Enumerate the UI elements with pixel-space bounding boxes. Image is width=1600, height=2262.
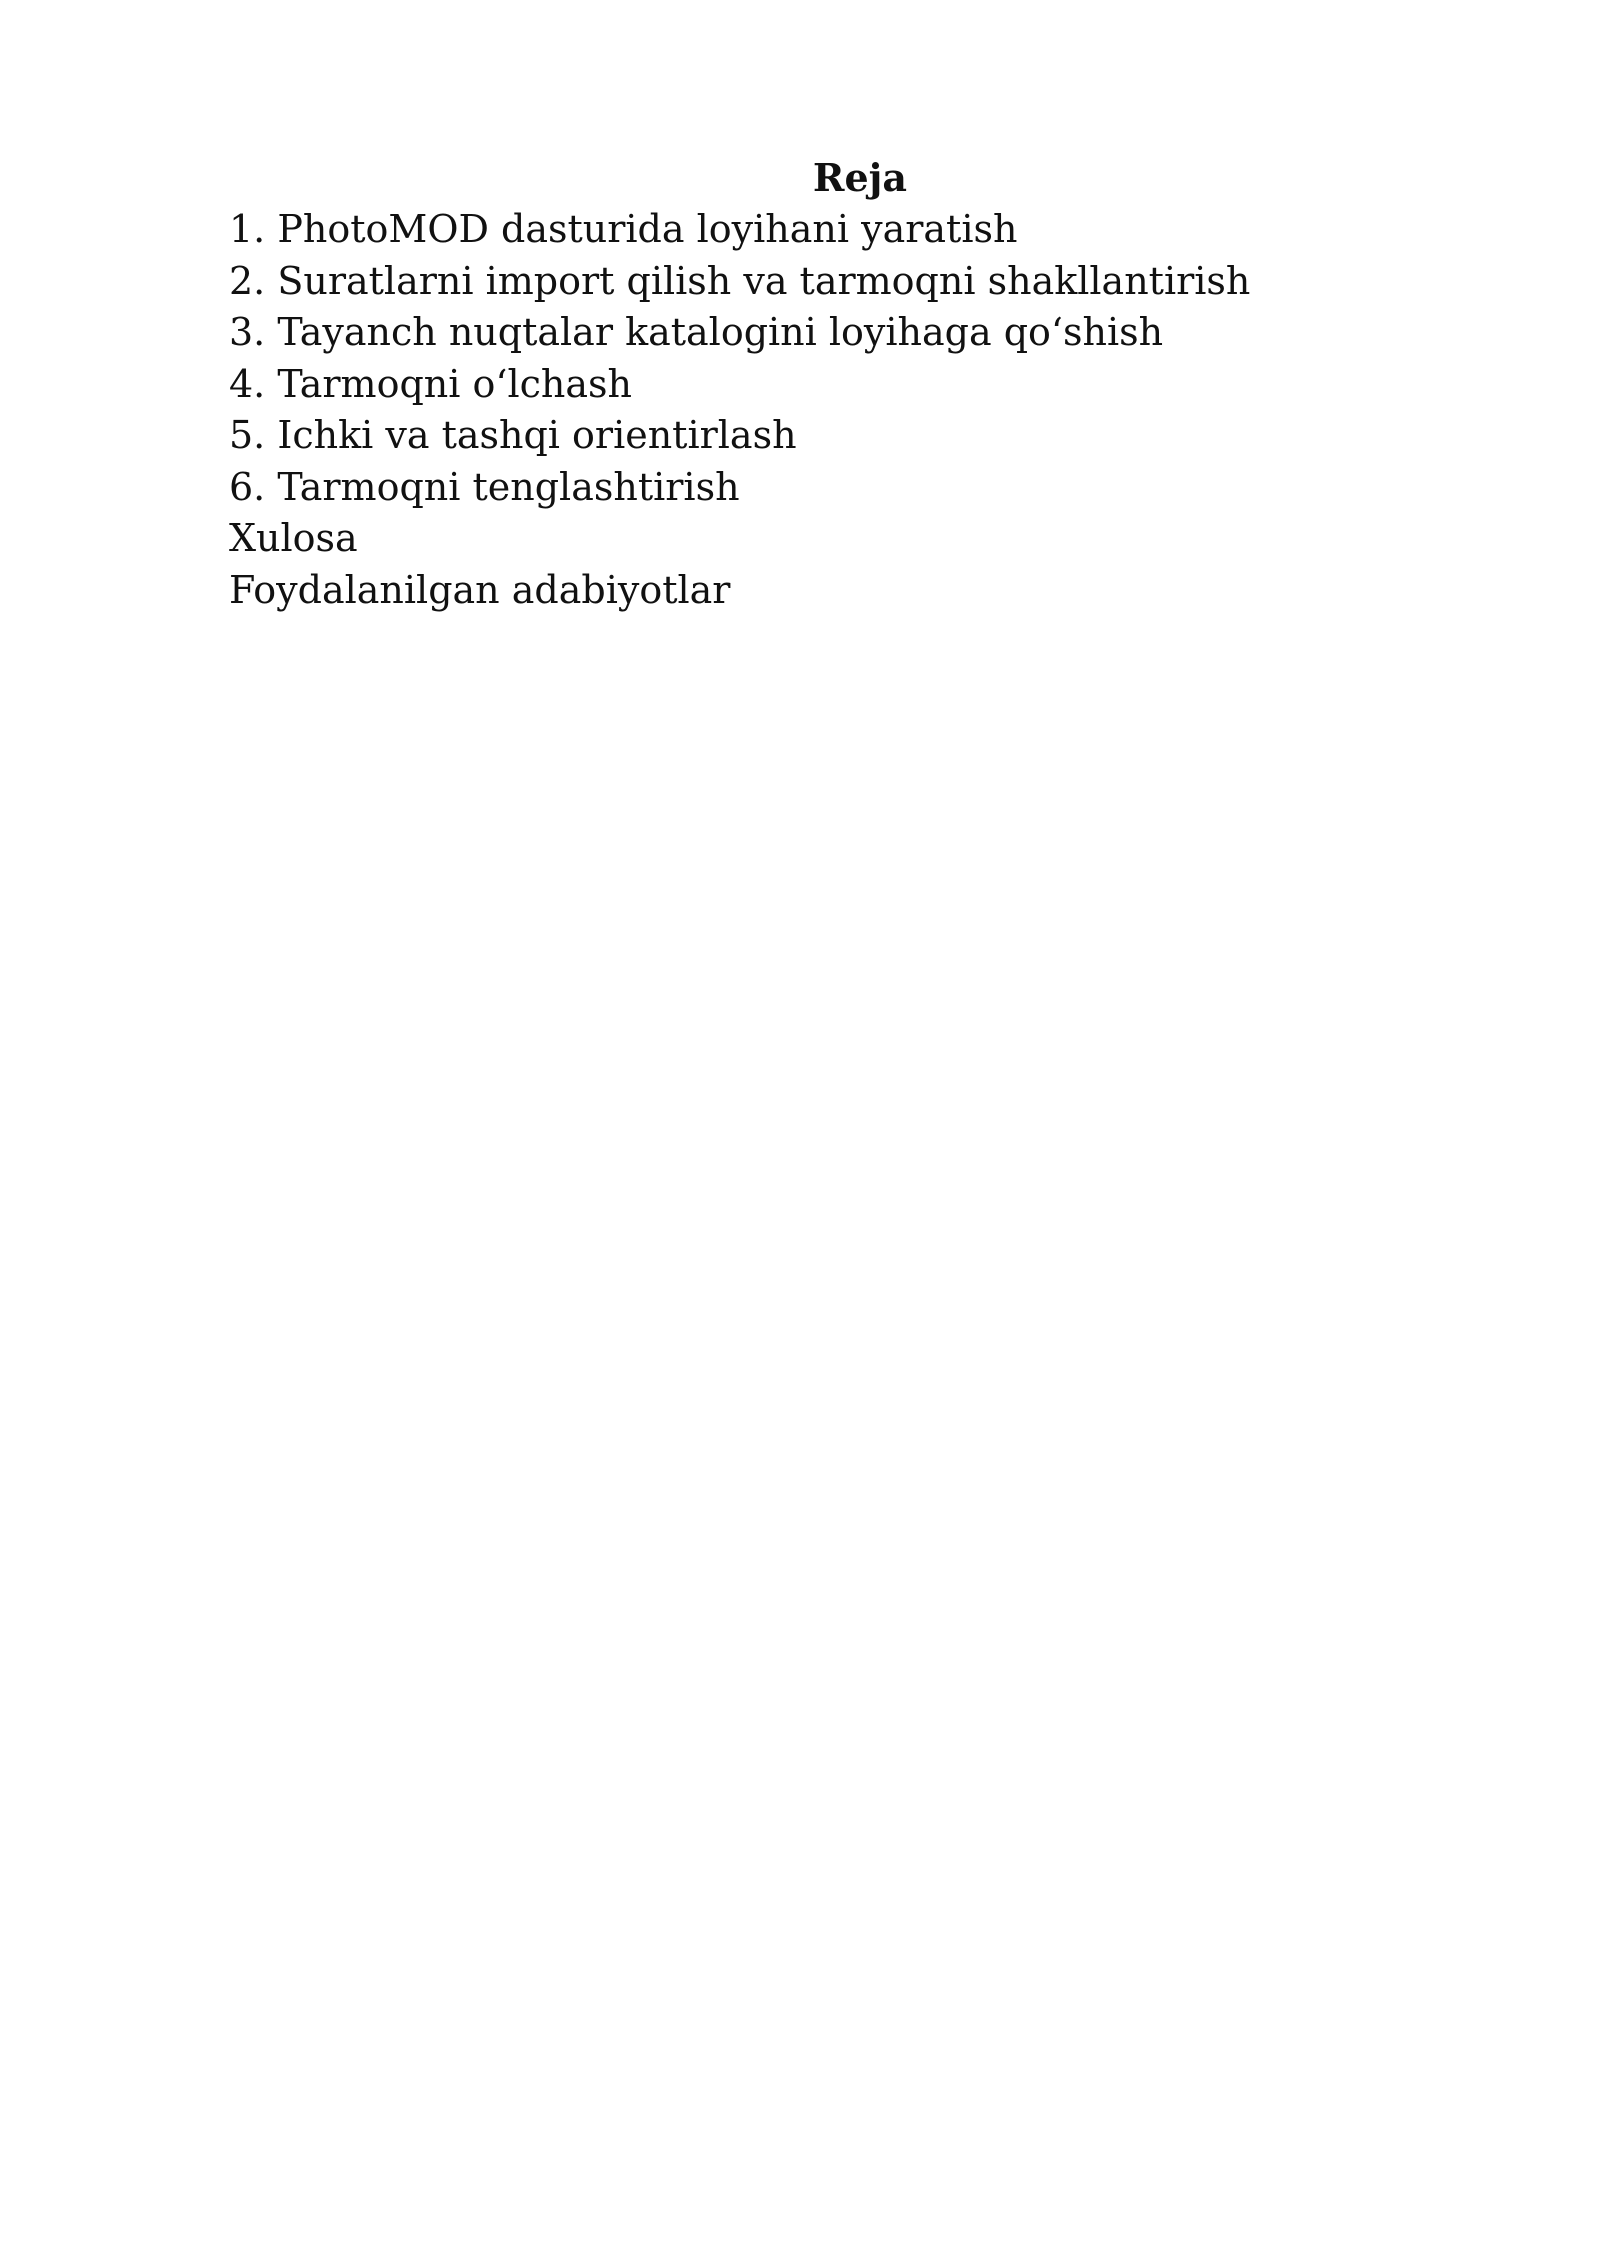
plan-list — [229, 204, 1250, 616]
plan-item-3: 3. Tayanch nuqtalar katalogini loyihaga qo‘shish — [229, 310, 1164, 354]
plan-item-2: 2. Suratlarni import qilish va tarmoqni shakllantirish — [229, 258, 1251, 303]
page-title: Reja — [812, 155, 908, 200]
plan-item-6: 6. Tarmoqni tenglashtirish — [229, 464, 740, 509]
plan-item-conclusion: Xulosa — [229, 516, 358, 560]
plan-item-references: Foydalanilgan adabiyotlar — [229, 567, 731, 612]
plan-item-5: 5. Ichki va tashqi orientirlash — [229, 413, 797, 457]
plan-item-1: 1. PhotoMOD dasturida loyihani yaratish — [229, 207, 1018, 251]
plan-item-4: 4. Tarmoqni o‘lchash — [229, 361, 632, 406]
